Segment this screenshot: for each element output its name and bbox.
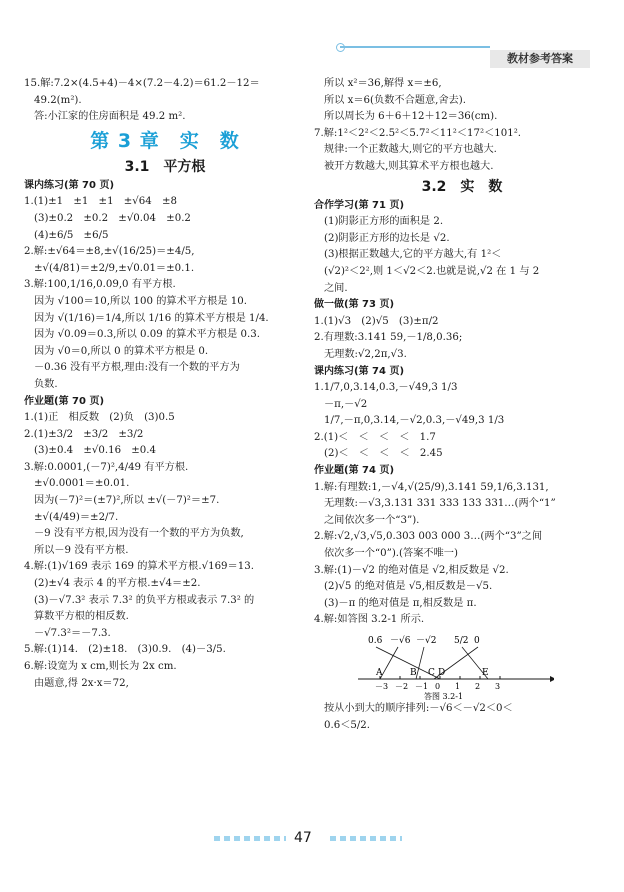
cp2-line2: (2)＜ ＜ ＜ ＜ 2.45 [324, 448, 443, 460]
hw6-line3: 所以 x²＝36,解得 x＝±6, [324, 78, 442, 89]
hw6-line2: 由题意,得 2x·x＝72, [34, 677, 129, 689]
hw74-2-line2: 依次多一个“0”).(答案不唯一) [324, 548, 458, 560]
axis-arrow [550, 676, 554, 682]
left-column [24, 76, 306, 692]
ex3-line7: 负数. [34, 378, 58, 390]
tick-label: 1 [455, 682, 461, 691]
subheading-class-practice: 课内练习(第 70 页) [24, 179, 115, 191]
ex1-line1: 1.(1)±1 ±1 ±1 ±√64 ±8 [24, 196, 177, 208]
hw74-3-line1: 3.解:(1)－√2 的绝对值是 √2,相反数是 √2. [314, 564, 509, 576]
answer-15-line3: 答:小江家的住房面积是 49.2 m². [34, 111, 186, 123]
hw3-line2: ±√0.0001＝±0.01. [34, 478, 130, 490]
tick-label: 0 [435, 682, 441, 691]
try2-line2: 无理数:√2,2π,√3. [324, 348, 407, 360]
coop-line3: (3)根据正数越大,它的平方越大,有 1²＜ [324, 249, 502, 261]
label-c-value: －√2 [416, 636, 437, 646]
answer-15-line2: 49.2(m²). [34, 94, 82, 106]
header-rule [340, 46, 490, 48]
label-e-value: 5/2 [454, 636, 469, 646]
hw3-line4: ±√(4/49)＝±2/7. [34, 511, 119, 523]
point-E: E [482, 668, 489, 678]
ex3-line5: 因为 √0＝0,所以 0 的算术平方根是 0. [34, 345, 209, 357]
try2-line1: 2.有理数:3.141 59,－1/8,0.36̇; [314, 332, 463, 344]
hw1: 1.(1)正 相反数 (2)负 (3)0.5 [24, 412, 175, 424]
section-title-3-1: 3.1 平方根 [124, 158, 206, 175]
section-title-3-2: 3.2 实 数 [421, 178, 503, 195]
tick-label: －3 [375, 682, 389, 691]
hw3-line6: 所以－9 没有平方根. [34, 544, 129, 556]
cp1-line3: 1/7,－π,0,3.14,－√2,0.3,－√49,3 1/3 [324, 415, 505, 427]
cp1-line2: －π,－√2 [324, 398, 368, 410]
hw4-line5: －√7.3²＝－7.3. [34, 627, 111, 639]
tick-label: －2 [395, 682, 409, 691]
hw74-1-line3: 之间依次多一个“3”). [324, 514, 420, 526]
label-d-value: 0 [474, 636, 480, 646]
try1: 1.(1)√3 (2)√5 (3)±π/2 [314, 315, 439, 327]
page-number: 47 [294, 830, 312, 846]
coop-line2: (2)阴影正方形的边长是 √2. [324, 232, 450, 244]
hw4-line2: (2)±√4 表示 4 的平方根.±√4＝±2. [34, 578, 201, 590]
hw74-3-line3: (3)－π 的绝对值是 π,相反数是 π. [324, 597, 477, 609]
ex1-line2: (3)±0.2 ±0.2 ±√0.04 ±0.2 [34, 212, 191, 224]
ex2-line1: 2.解:±√64＝±8,±√(16/25)＝±4/5, [24, 246, 195, 258]
hw74-1-line2: 无理数:－√3,3.131 331 333 133 331…(两个“1” [324, 498, 556, 510]
cp2-line1: 2.(1)＜ ＜ ＜ ＜ 1.7 [314, 431, 436, 443]
subheading-cooperative: 合作学习(第 71 页) [314, 199, 405, 211]
hw3-line1: 3.解:0.0001,(－7)²,4/49 有平方根. [24, 461, 189, 473]
coop-line4: (√2)²＜2²,则 1＜√2＜2.也就是说,√2 在 1 与 2 [324, 265, 540, 277]
header-tab: 教材参考答案 [490, 50, 590, 68]
hw4-line3: (3)－√7.3² 表示 7.3² 的负平方根或表示 7.3² 的 [34, 594, 255, 606]
ex3-line3: 因为 √(1/16)＝1/4,所以 1/16 的算术平方根是 1/4. [34, 312, 269, 324]
hw7-line3: 被开方数越大,则其算术平方根也越大. [324, 160, 494, 172]
ex3-line1: 3.解:100,1/16,0.09,0 有平方根. [24, 279, 176, 291]
hw6-line1: 6.解:设宽为 x cm,则长为 2x cm. [24, 661, 177, 672]
ex3-line6: －0.36 没有平方根,理由:没有一个数的平方为 [34, 362, 240, 374]
ex2-line2: ±√(4/81)＝±2/9,±√0.01＝±0.1. [34, 262, 195, 274]
hw74-2-line1: 2.解:√2,√3,√5,0.303 003 000 3…(两个“3”之间 [314, 531, 543, 543]
hw74-5-line1: 按从小到大的顺序排列:－√6＜－√2＜0＜ [324, 703, 513, 714]
page-header [0, 0, 624, 70]
hw7-line2: 规律:一个正数越大,则它的平方也越大. [324, 144, 497, 156]
point-D: D [438, 668, 446, 678]
hw74-5-line2: 0.6̇＜5/2. [324, 719, 371, 731]
hw7-line1: 7.解:1²＜2²＜2.5²＜5.7²＜11²＜17²＜101². [314, 127, 522, 139]
hw3-line5: －9 没有平方根,因为没有一个数的平方为负数, [34, 528, 244, 540]
subheading-homework: 作业题(第 70 页) [24, 395, 105, 407]
tick-label: －1 [415, 682, 429, 691]
tick-label: 3 [495, 682, 501, 691]
cp1-line1: 1.1/7,0,3.14,0.3,－√49,3 1/3 [314, 382, 458, 394]
hw2-line1: 2.(1)±3/2 ±3/2 ±3/2 [24, 428, 144, 440]
label-b-value: －√6 [390, 636, 411, 646]
number-line-figure [354, 629, 554, 701]
hw4-line4: 算数平方根的相反数. [34, 611, 129, 623]
ex3-line2: 因为 √100＝10,所以 100 的算术平方根是 10. [34, 295, 247, 307]
subheading-class-practice-74: 课内练习(第 74 页) [314, 365, 405, 377]
footer-dots-left [214, 836, 286, 841]
hw6-line5: 所以周长为 6＋6＋12＋12＝36(cm). [324, 111, 498, 123]
ex3-line4: 因为 √0.09＝0.3,所以 0.09 的算术平方根是 0.3. [34, 329, 260, 341]
coop-line1: (1)阴影正方形的面积是 2. [324, 216, 444, 228]
ex1-line3: (4)±6/5 ±6/5 [34, 229, 109, 241]
subheading-homework-74: 作业题(第 74 页) [314, 465, 395, 477]
hw6-line4: 所以 x＝6(负数不合题意,舍去). [324, 94, 466, 106]
figure-caption: 答图 3.2-1 [424, 692, 464, 701]
subheading-try: 做一做(第 73 页) [314, 299, 395, 311]
hw5: 5.解:(1)14. (2)±18. (3)0.9. (4)－3/5. [24, 644, 226, 656]
page-footer [0, 822, 624, 862]
hw2-line2: (3)±0.4 ±√0.16 ±0.4 [34, 445, 156, 457]
answer-15-line1: 15.解:7.2×(4.5+4)－4×(7.2－4.2)＝61.2－12＝ [24, 78, 260, 89]
point-B: B [410, 668, 417, 678]
hw74-4-line1: 4.解:如答图 3.2-1 所示. [314, 614, 425, 626]
hw74-3-line2: (2)√5 的绝对值是 √5,相反数是－√5. [324, 581, 493, 593]
chapter-title: 第 3 章 实 数 [90, 129, 240, 152]
hw3-line3: 因为(－7)²＝(±7)²,所以 ±√(－7)²＝±7. [34, 495, 220, 507]
hw74-1-line1: 1.解:有理数:1,－√4,√(25/9),3.141 59,1/6,3.131, [314, 481, 549, 493]
coop-line5: 之间. [324, 282, 348, 294]
point-C: C [428, 668, 435, 678]
number-line-svg [354, 629, 554, 701]
footer-dots-right [330, 836, 402, 841]
tick-label: 2 [475, 682, 481, 691]
label-a-value: 0.6̇ [368, 636, 383, 646]
right-column [314, 76, 610, 734]
point-A: A [376, 668, 383, 678]
hw4-line1: 4.解:(1)√169 表示 169 的算术平方根.√169＝13. [24, 561, 254, 573]
